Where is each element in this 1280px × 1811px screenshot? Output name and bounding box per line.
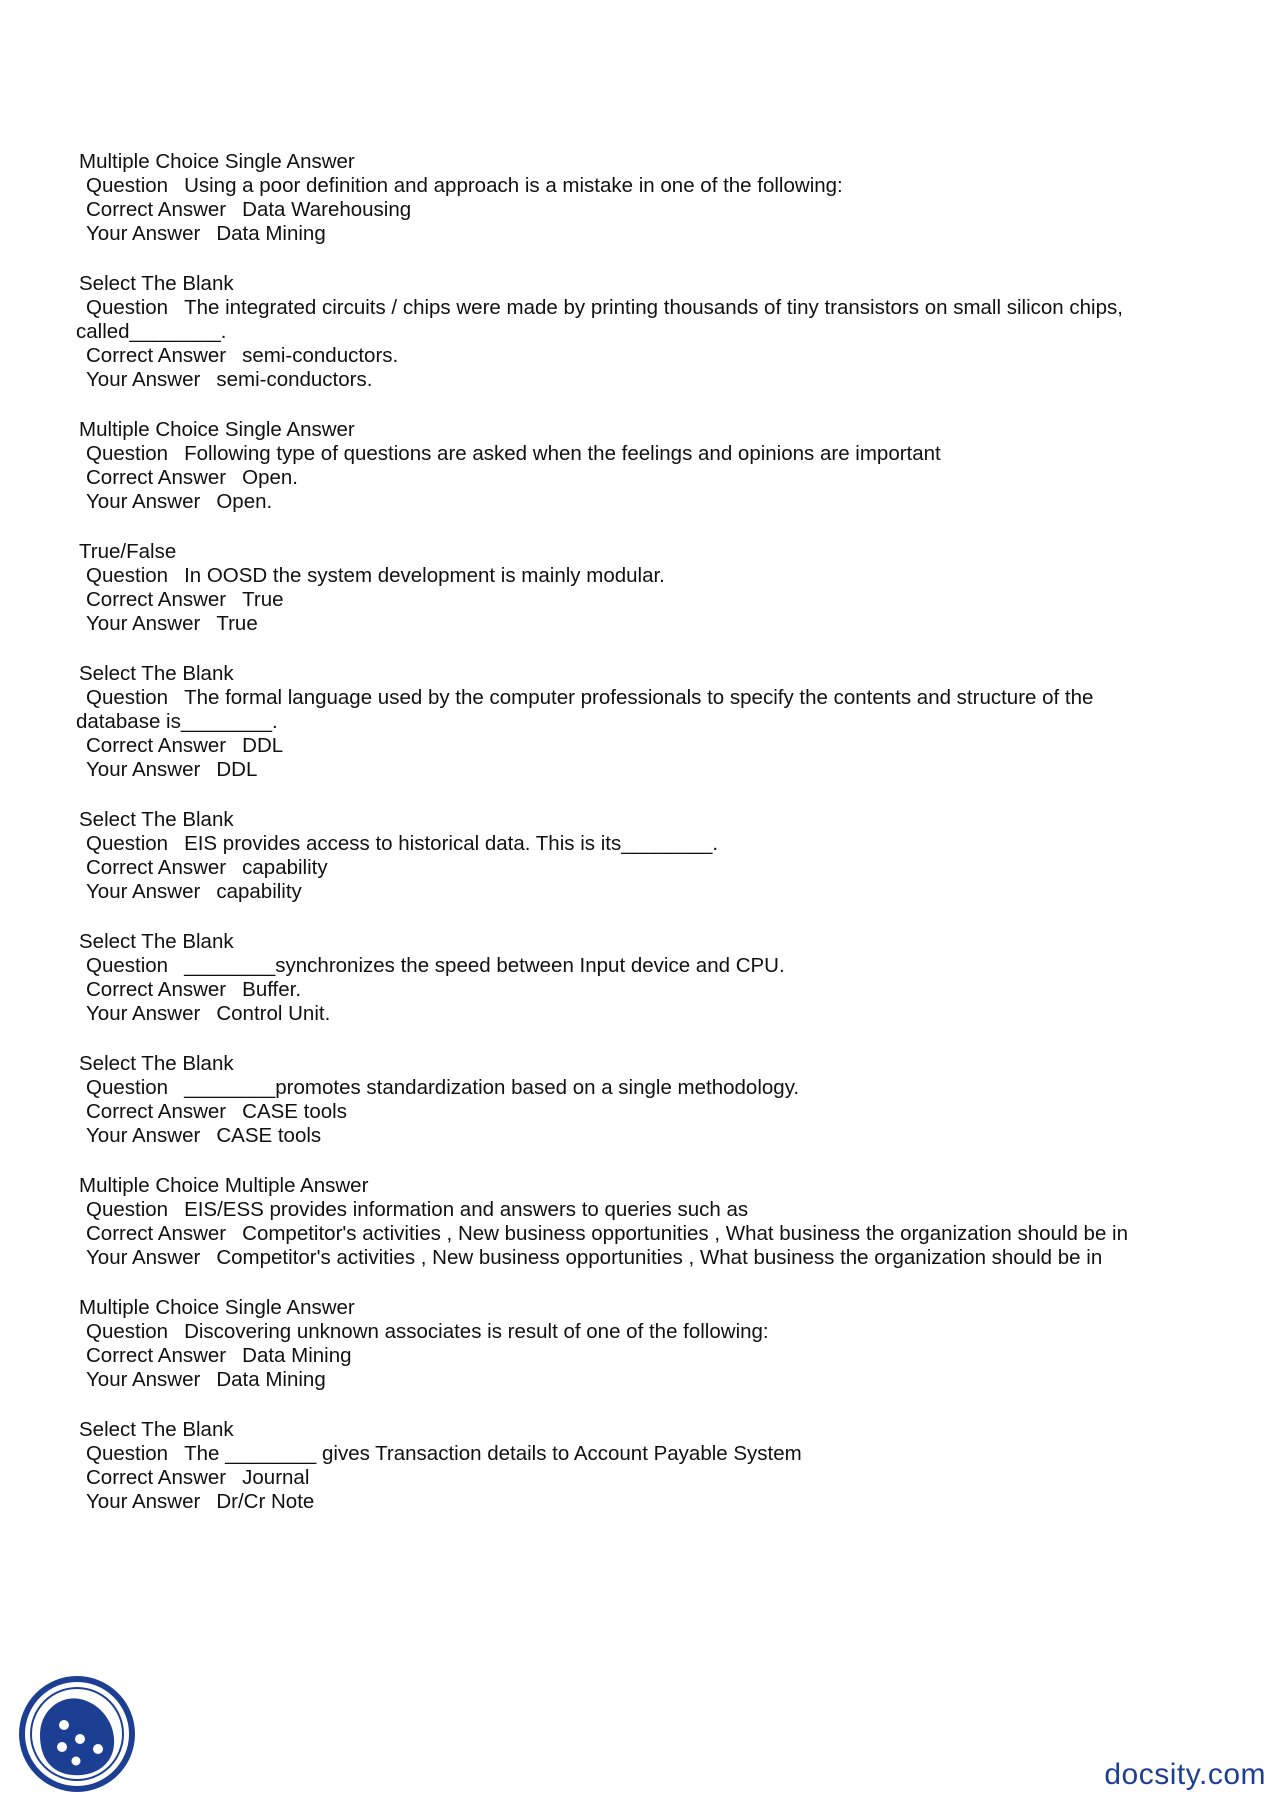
question-block — [0, 930, 1280, 1026]
question-label: Question — [86, 1442, 169, 1465]
question-block — [0, 418, 1280, 514]
question-text: EIS provides access to historical data. This is its________. — [184, 832, 719, 855]
your-answer-row — [0, 880, 1280, 904]
your-answer-row — [0, 758, 1280, 782]
question-text: ________synchronizes the speed between Input device and CPU. — [184, 954, 785, 977]
correct-answer-value: Data Warehousing — [242, 198, 412, 221]
question-row — [0, 1320, 1280, 1344]
your-answer-value: DDL — [216, 758, 258, 781]
question-block — [0, 808, 1280, 904]
question-text: The ________ gives Transaction details to Account Payable System — [184, 1442, 802, 1465]
docsity-brand[interactable]: docsity.com — [1104, 1758, 1266, 1791]
your-answer-row — [0, 1246, 1280, 1270]
question-text: The integrated circuits / chips were made by printing thousands of tiny transistors on small silicon chips, called________. — [76, 296, 1123, 343]
correct-answer-row — [0, 978, 1280, 1002]
correct-answer-row — [0, 1100, 1280, 1124]
correct-answer-row — [0, 1222, 1280, 1246]
your-answer-value: Data Mining — [216, 1368, 326, 1391]
correct-answer-label: Correct Answer — [86, 466, 227, 489]
question-label: Question — [86, 174, 169, 197]
correct-answer-label: Correct Answer — [86, 1466, 227, 1489]
correct-answer-label: Correct Answer — [86, 734, 227, 757]
your-answer-label: Your Answer — [86, 880, 201, 903]
correct-answer-row — [0, 466, 1280, 490]
correct-answer-row — [0, 198, 1280, 222]
correct-answer-row — [0, 734, 1280, 758]
correct-answer-value: Open. — [242, 466, 298, 489]
question-row — [0, 1442, 1280, 1466]
question-label: Question — [86, 1076, 169, 1099]
question-row — [0, 832, 1280, 856]
correct-answer-value: Journal — [242, 1466, 310, 1489]
question-label: Question — [86, 686, 169, 709]
question-type: Select The Blank — [79, 1052, 234, 1075]
docsity-logo-icon — [18, 1675, 136, 1793]
correct-answer-value: Competitor's activities , New business opportunities , What business the organization should be in — [242, 1222, 1129, 1245]
question-text: Discovering unknown associates is result of one of the following: — [184, 1320, 769, 1343]
your-answer-value: semi-conductors. — [216, 368, 373, 391]
your-answer-value: True — [216, 612, 258, 635]
correct-answer-value: Buffer. — [242, 978, 302, 1001]
question-type: Multiple Choice Multiple Answer — [79, 1174, 369, 1197]
correct-answer-label: Correct Answer — [86, 1222, 227, 1245]
correct-answer-value: semi-conductors. — [242, 344, 399, 367]
your-answer-row — [0, 1490, 1280, 1514]
question-text: Following type of questions are asked when the feelings and opinions are important — [184, 442, 941, 465]
question-type: Select The Blank — [79, 662, 234, 685]
question-text: EIS/ESS provides information and answers to queries such as — [184, 1198, 749, 1221]
question-text: In OOSD the system development is mainly modular. — [184, 564, 665, 587]
question-row — [0, 954, 1280, 978]
your-answer-row — [0, 1368, 1280, 1392]
question-label: Question — [86, 1198, 169, 1221]
your-answer-row — [0, 490, 1280, 514]
question-text: The formal language used by the computer professionals to specify the contents and structure of the database is________. — [76, 686, 1094, 733]
question-label: Question — [86, 832, 169, 855]
question-row — [0, 296, 1280, 344]
correct-answer-label: Correct Answer — [86, 198, 227, 221]
question-row — [0, 686, 1280, 734]
question-block — [0, 150, 1280, 246]
question-type: Select The Blank — [79, 1418, 234, 1441]
quiz-results — [0, 150, 1280, 1540]
correct-answer-value: DDL — [242, 734, 284, 757]
your-answer-label: Your Answer — [86, 1490, 201, 1513]
your-answer-value: Data Mining — [216, 222, 326, 245]
your-answer-row — [0, 1002, 1280, 1026]
question-block — [0, 1418, 1280, 1514]
question-row — [0, 1198, 1280, 1222]
question-block — [0, 272, 1280, 392]
question-label: Question — [86, 954, 169, 977]
correct-answer-value: True — [242, 588, 284, 611]
your-answer-label: Your Answer — [86, 612, 201, 635]
question-block — [0, 1174, 1280, 1270]
question-label: Question — [86, 296, 169, 319]
question-type: Select The Blank — [79, 930, 234, 953]
your-answer-row — [0, 368, 1280, 392]
your-answer-value: Control Unit. — [216, 1002, 331, 1025]
correct-answer-value: capability — [242, 856, 328, 879]
your-answer-label: Your Answer — [86, 758, 201, 781]
question-label: Question — [86, 1320, 169, 1343]
your-answer-row — [0, 1124, 1280, 1148]
correct-answer-label: Correct Answer — [86, 978, 227, 1001]
question-block — [0, 1052, 1280, 1148]
correct-answer-row — [0, 344, 1280, 368]
your-answer-row — [0, 222, 1280, 246]
your-answer-value: Competitor's activities , New business opportunities , What business the organization should be in — [216, 1246, 1103, 1269]
correct-answer-value: Data Mining — [242, 1344, 352, 1367]
your-answer-row — [0, 612, 1280, 636]
correct-answer-row — [0, 1344, 1280, 1368]
question-type: Multiple Choice Single Answer — [79, 150, 355, 173]
correct-answer-label: Correct Answer — [86, 1100, 227, 1123]
your-answer-label: Your Answer — [86, 1368, 201, 1391]
correct-answer-row — [0, 1466, 1280, 1490]
question-label: Question — [86, 442, 169, 465]
correct-answer-label: Correct Answer — [86, 588, 227, 611]
question-block — [0, 1296, 1280, 1392]
question-row — [0, 442, 1280, 466]
question-type: Select The Blank — [79, 272, 234, 295]
question-type: Multiple Choice Single Answer — [79, 1296, 355, 1319]
question-type: Select The Blank — [79, 808, 234, 831]
question-block — [0, 662, 1280, 782]
correct-answer-value: CASE tools — [242, 1100, 347, 1123]
correct-answer-label: Correct Answer — [86, 856, 227, 879]
correct-answer-label: Correct Answer — [86, 1344, 227, 1367]
your-answer-label: Your Answer — [86, 490, 201, 513]
question-label: Question — [86, 564, 169, 587]
your-answer-label: Your Answer — [86, 1246, 201, 1269]
your-answer-label: Your Answer — [86, 1124, 201, 1147]
your-answer-label: Your Answer — [86, 368, 201, 391]
correct-answer-label: Correct Answer — [86, 344, 227, 367]
your-answer-value: Open. — [216, 490, 273, 513]
question-row — [0, 174, 1280, 198]
your-answer-label: Your Answer — [86, 1002, 201, 1025]
question-type: Multiple Choice Single Answer — [79, 418, 355, 441]
your-answer-value: CASE tools — [216, 1124, 322, 1147]
question-row — [0, 1076, 1280, 1100]
question-text: ________promotes standardization based on a single methodology. — [184, 1076, 800, 1099]
question-row — [0, 564, 1280, 588]
question-block — [0, 540, 1280, 636]
question-type: True/False — [79, 540, 177, 563]
your-answer-value: Dr/Cr Note — [216, 1490, 315, 1513]
correct-answer-row — [0, 856, 1280, 880]
your-answer-label: Your Answer — [86, 222, 201, 245]
question-text: Using a poor definition and approach is a mistake in one of the following: — [184, 174, 843, 197]
your-answer-value: capability — [216, 880, 302, 903]
correct-answer-row — [0, 588, 1280, 612]
